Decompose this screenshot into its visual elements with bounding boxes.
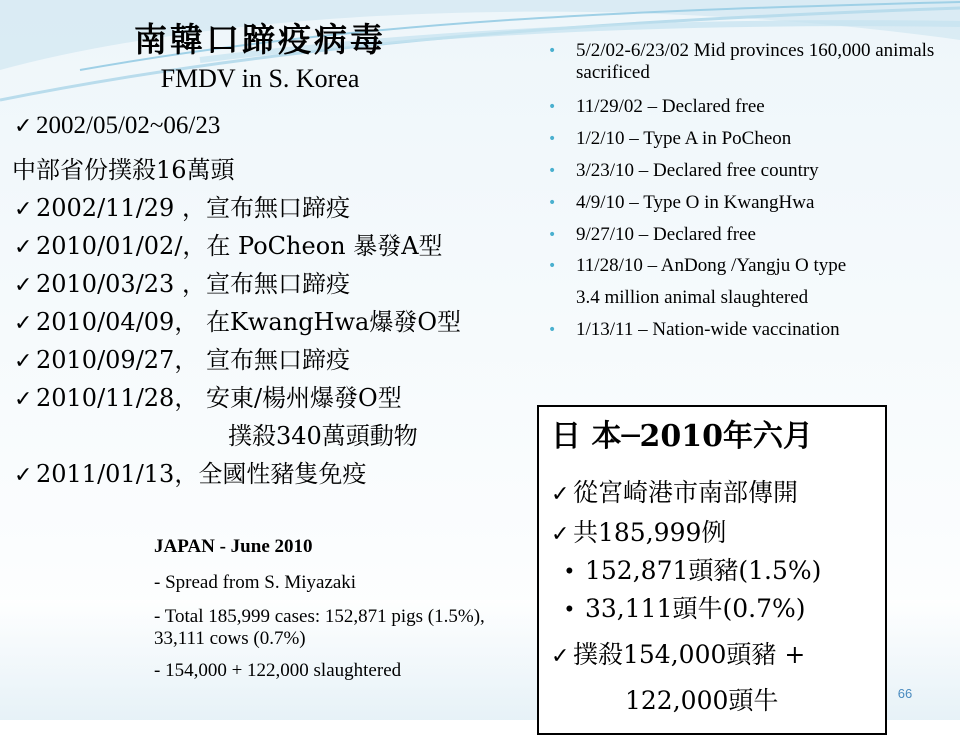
japan-en-heading: JAPAN - June 2010 xyxy=(154,536,313,557)
check-icon: ✓ xyxy=(14,311,33,336)
list-item-text: 152,871頭豬(1.5%) xyxy=(585,556,822,585)
list-item xyxy=(14,302,461,337)
bullet-icon: • xyxy=(548,258,557,274)
list-item-text: 11/29/02 – Declared free xyxy=(576,96,765,117)
list-item xyxy=(565,589,806,625)
list-item xyxy=(551,473,798,509)
bullet-icon: • xyxy=(565,558,574,585)
list-item xyxy=(548,128,958,150)
check-icon: ✓ xyxy=(14,387,33,412)
list-item-text: 2010/11/28， 安東/楊州爆發O型 xyxy=(36,384,402,412)
list-item-text: 3/23/10 – Declared free country xyxy=(576,160,819,181)
list-item-text: 從宮崎港市南部傳開 xyxy=(573,478,799,507)
page-number: 66 xyxy=(897,686,913,701)
list-item xyxy=(14,188,350,223)
list-item xyxy=(625,681,778,717)
list-item xyxy=(14,226,443,261)
list-item xyxy=(14,454,366,489)
list-item xyxy=(548,40,958,84)
bullet-icon: • xyxy=(548,43,557,59)
list-item xyxy=(548,160,958,182)
list-item-text: 共185,999例 xyxy=(573,518,727,547)
title-english: FMDV in S. Korea xyxy=(160,64,360,93)
list-item-text: 1/13/11 – Nation-wide vaccination xyxy=(576,319,840,340)
japan-summary-box xyxy=(537,405,887,735)
list-item xyxy=(548,287,958,309)
list-item xyxy=(14,378,402,413)
list-item xyxy=(12,150,235,185)
bullet-icon: • xyxy=(548,131,557,147)
list-item xyxy=(565,551,821,587)
list-item xyxy=(14,264,350,299)
list-item xyxy=(548,255,958,277)
list-item xyxy=(548,319,958,341)
list-item xyxy=(228,416,418,451)
list-item xyxy=(548,224,958,246)
list-item-text: 1/2/10 – Type A in PoCheon xyxy=(576,128,792,149)
list-item: - 154,000 + 122,000 slaughtered xyxy=(154,660,402,681)
bullet-icon: • xyxy=(548,99,557,115)
check-icon: ✓ xyxy=(14,463,33,488)
bullet-icon: • xyxy=(565,596,574,623)
check-icon: ✓ xyxy=(14,197,33,222)
list-item-text: 2011/01/13，全國性豬隻免疫 xyxy=(36,460,367,488)
list-item xyxy=(551,635,805,671)
list-item-text: 4/9/10 – Type O in KwangHwa xyxy=(576,192,815,213)
list-item: - Total 185,999 cases: 152,871 pigs (1.5%), 33,111 cows (0.7%) xyxy=(154,606,485,649)
list-item-text: 2002/05/02~06/23 xyxy=(36,112,221,139)
list-item-text: 撲殺340萬頭動物 xyxy=(228,422,418,450)
bullet-icon: • xyxy=(548,322,557,338)
title-chinese: 南韓口蹄疫病毒 xyxy=(134,20,386,59)
list-item-text: 撲殺154,000頭豬 + xyxy=(573,640,806,669)
check-icon: ✓ xyxy=(14,273,33,298)
list-item xyxy=(548,192,958,214)
list-item-text: 11/28/10 – AnDong /Yangju O type xyxy=(576,255,847,276)
list-item: - Spread from S. Miyazaki xyxy=(154,572,357,593)
check-icon: ✓ xyxy=(14,235,33,260)
list-item-text: 2002/11/29 ，宣布無口蹄疫 xyxy=(36,194,350,222)
list-item-text: 5/2/02-6/23/02 Mid provinces 160,000 animals sacrificed xyxy=(576,40,935,83)
check-icon: ✓ xyxy=(551,482,570,507)
list-item-text: 中部省份撲殺16萬頭 xyxy=(12,156,235,184)
list-item-text: 122,000頭牛 xyxy=(625,686,779,715)
check-icon: ✓ xyxy=(551,522,570,547)
japan-box-heading: 日 本─2010年六月 xyxy=(551,419,814,454)
list-item xyxy=(14,340,350,375)
list-item xyxy=(548,96,958,118)
list-item-text: 33,111頭牛(0.7%) xyxy=(585,594,806,623)
list-item-text: 9/27/10 – Declared free xyxy=(576,224,756,245)
list-item xyxy=(14,112,220,140)
list-item-text: 2010/09/27， 宣布無口蹄疫 xyxy=(36,346,350,374)
check-icon: ✓ xyxy=(551,644,570,669)
check-icon: ✓ xyxy=(14,349,33,374)
list-item xyxy=(551,513,726,549)
list-item-text: 2010/03/23 ，宣布無口蹄疫 xyxy=(36,270,350,298)
list-item-text: 2010/04/09， 在KwangHwa爆發O型 xyxy=(36,308,462,336)
bullet-icon: • xyxy=(548,227,557,243)
bullet-icon: • xyxy=(548,163,557,179)
bullet-icon: • xyxy=(548,195,557,211)
list-item-text: 3.4 million animal slaughtered xyxy=(576,287,809,308)
list-item-text: 2010/01/02/，在 PoCheon 暴發A型 xyxy=(36,232,443,260)
check-icon: ✓ xyxy=(14,114,33,139)
